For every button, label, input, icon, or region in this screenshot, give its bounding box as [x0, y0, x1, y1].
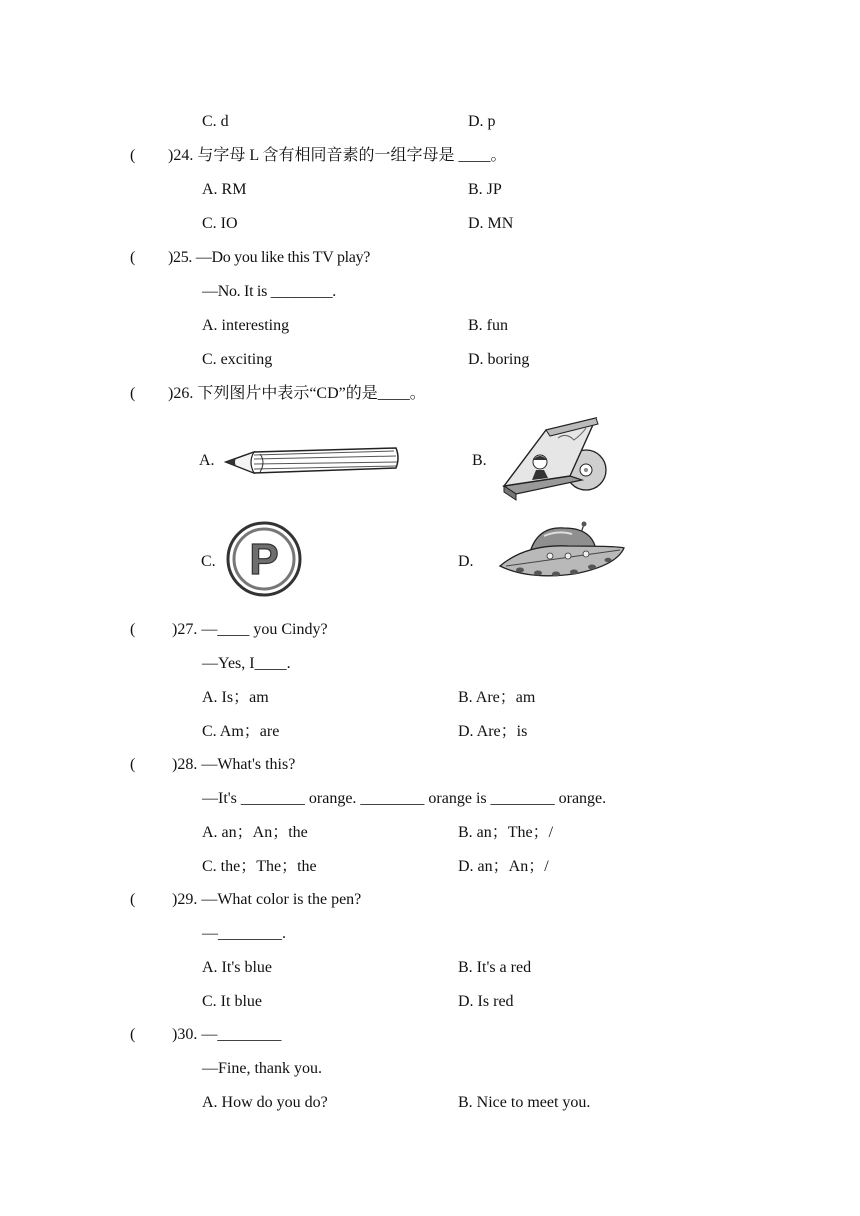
q26-option-c-label: C. — [201, 553, 216, 570]
q29-stem: )29. —What color is the pen? — [172, 891, 362, 908]
q26-option-b-label: B. — [472, 452, 487, 469]
q24-answer-paren[interactable]: ( — [130, 147, 136, 164]
q29-answer-paren[interactable]: ( — [130, 891, 136, 908]
q27-option-d: D. Are；is — [458, 723, 528, 740]
q27-option-a: A. Is；am — [202, 689, 269, 706]
q26-option-a-label: A. — [199, 452, 215, 469]
book-with-cd-image — [500, 414, 610, 500]
q29-option-d: D. Is red — [458, 993, 514, 1010]
q28-option-b: B. an；The；/ — [458, 824, 554, 841]
q26-answer-paren[interactable]: ( — [130, 385, 136, 402]
q28-answer-paren[interactable]: ( — [130, 756, 136, 773]
q24-stem: )24. 与字母 L 含有相同音素的一组字母是 ____。 — [168, 147, 507, 164]
q29-option-c: C. It blue — [202, 993, 262, 1010]
q25-option-a: A. interesting — [202, 317, 290, 334]
q23-option-c: C. d — [202, 113, 229, 130]
q29-line2: —________. — [202, 925, 286, 942]
q30-option-b: B. Nice to meet you. — [458, 1094, 591, 1111]
ufo-image — [498, 520, 626, 584]
q28-stem: )28. —What's this? — [172, 756, 296, 773]
q27-answer-paren[interactable]: ( — [130, 621, 136, 638]
q24-option-a: A. RM — [202, 181, 247, 198]
q25-answer-paren[interactable]: ( — [130, 249, 136, 266]
q24-option-b: B. JP — [468, 181, 502, 198]
q26-stem: )26. 下列图片中表示“CD”的是____。 — [168, 385, 426, 402]
q27-option-c: C. Am；are — [202, 723, 280, 740]
q30-option-a: A. How do you do? — [202, 1094, 328, 1111]
q30-line2: —Fine, thank you. — [202, 1060, 322, 1077]
pencil-image — [224, 444, 402, 478]
q28-option-d: D. an；An；/ — [458, 858, 549, 875]
q29-option-b: B. It's a red — [458, 959, 532, 976]
q28-line2: —It's ________ orange. ________ orange is ________ orange. — [202, 790, 607, 807]
q28-option-a: A. an；An；the — [202, 824, 308, 841]
q26-option-d-label: D. — [458, 553, 474, 570]
q27-stem: )27. —____ you Cindy? — [172, 621, 328, 638]
q24-option-c: C. IO — [202, 215, 238, 232]
q28-option-c: C. the；The；the — [202, 858, 317, 875]
q30-answer-paren[interactable]: ( — [130, 1026, 136, 1043]
q24-option-d: D. MN — [468, 215, 514, 232]
q25-stem: )25. —Do you like this TV play? — [168, 249, 371, 266]
q27-line2: —Yes, I____. — [202, 655, 291, 672]
parking-sign-image — [226, 521, 302, 597]
q29-option-a: A. It's blue — [202, 959, 272, 976]
q25-option-c: C. exciting — [202, 351, 273, 368]
q27-option-b: B. Are；am — [458, 689, 536, 706]
q25-option-b: B. fun — [468, 317, 508, 334]
parking-letter: P — [249, 535, 279, 584]
q23-option-d: D. p — [468, 113, 496, 130]
q30-stem: )30. —________ — [172, 1026, 282, 1043]
q25-option-d: D. boring — [468, 351, 530, 368]
q25-line2: —No. It is ________. — [202, 283, 337, 300]
